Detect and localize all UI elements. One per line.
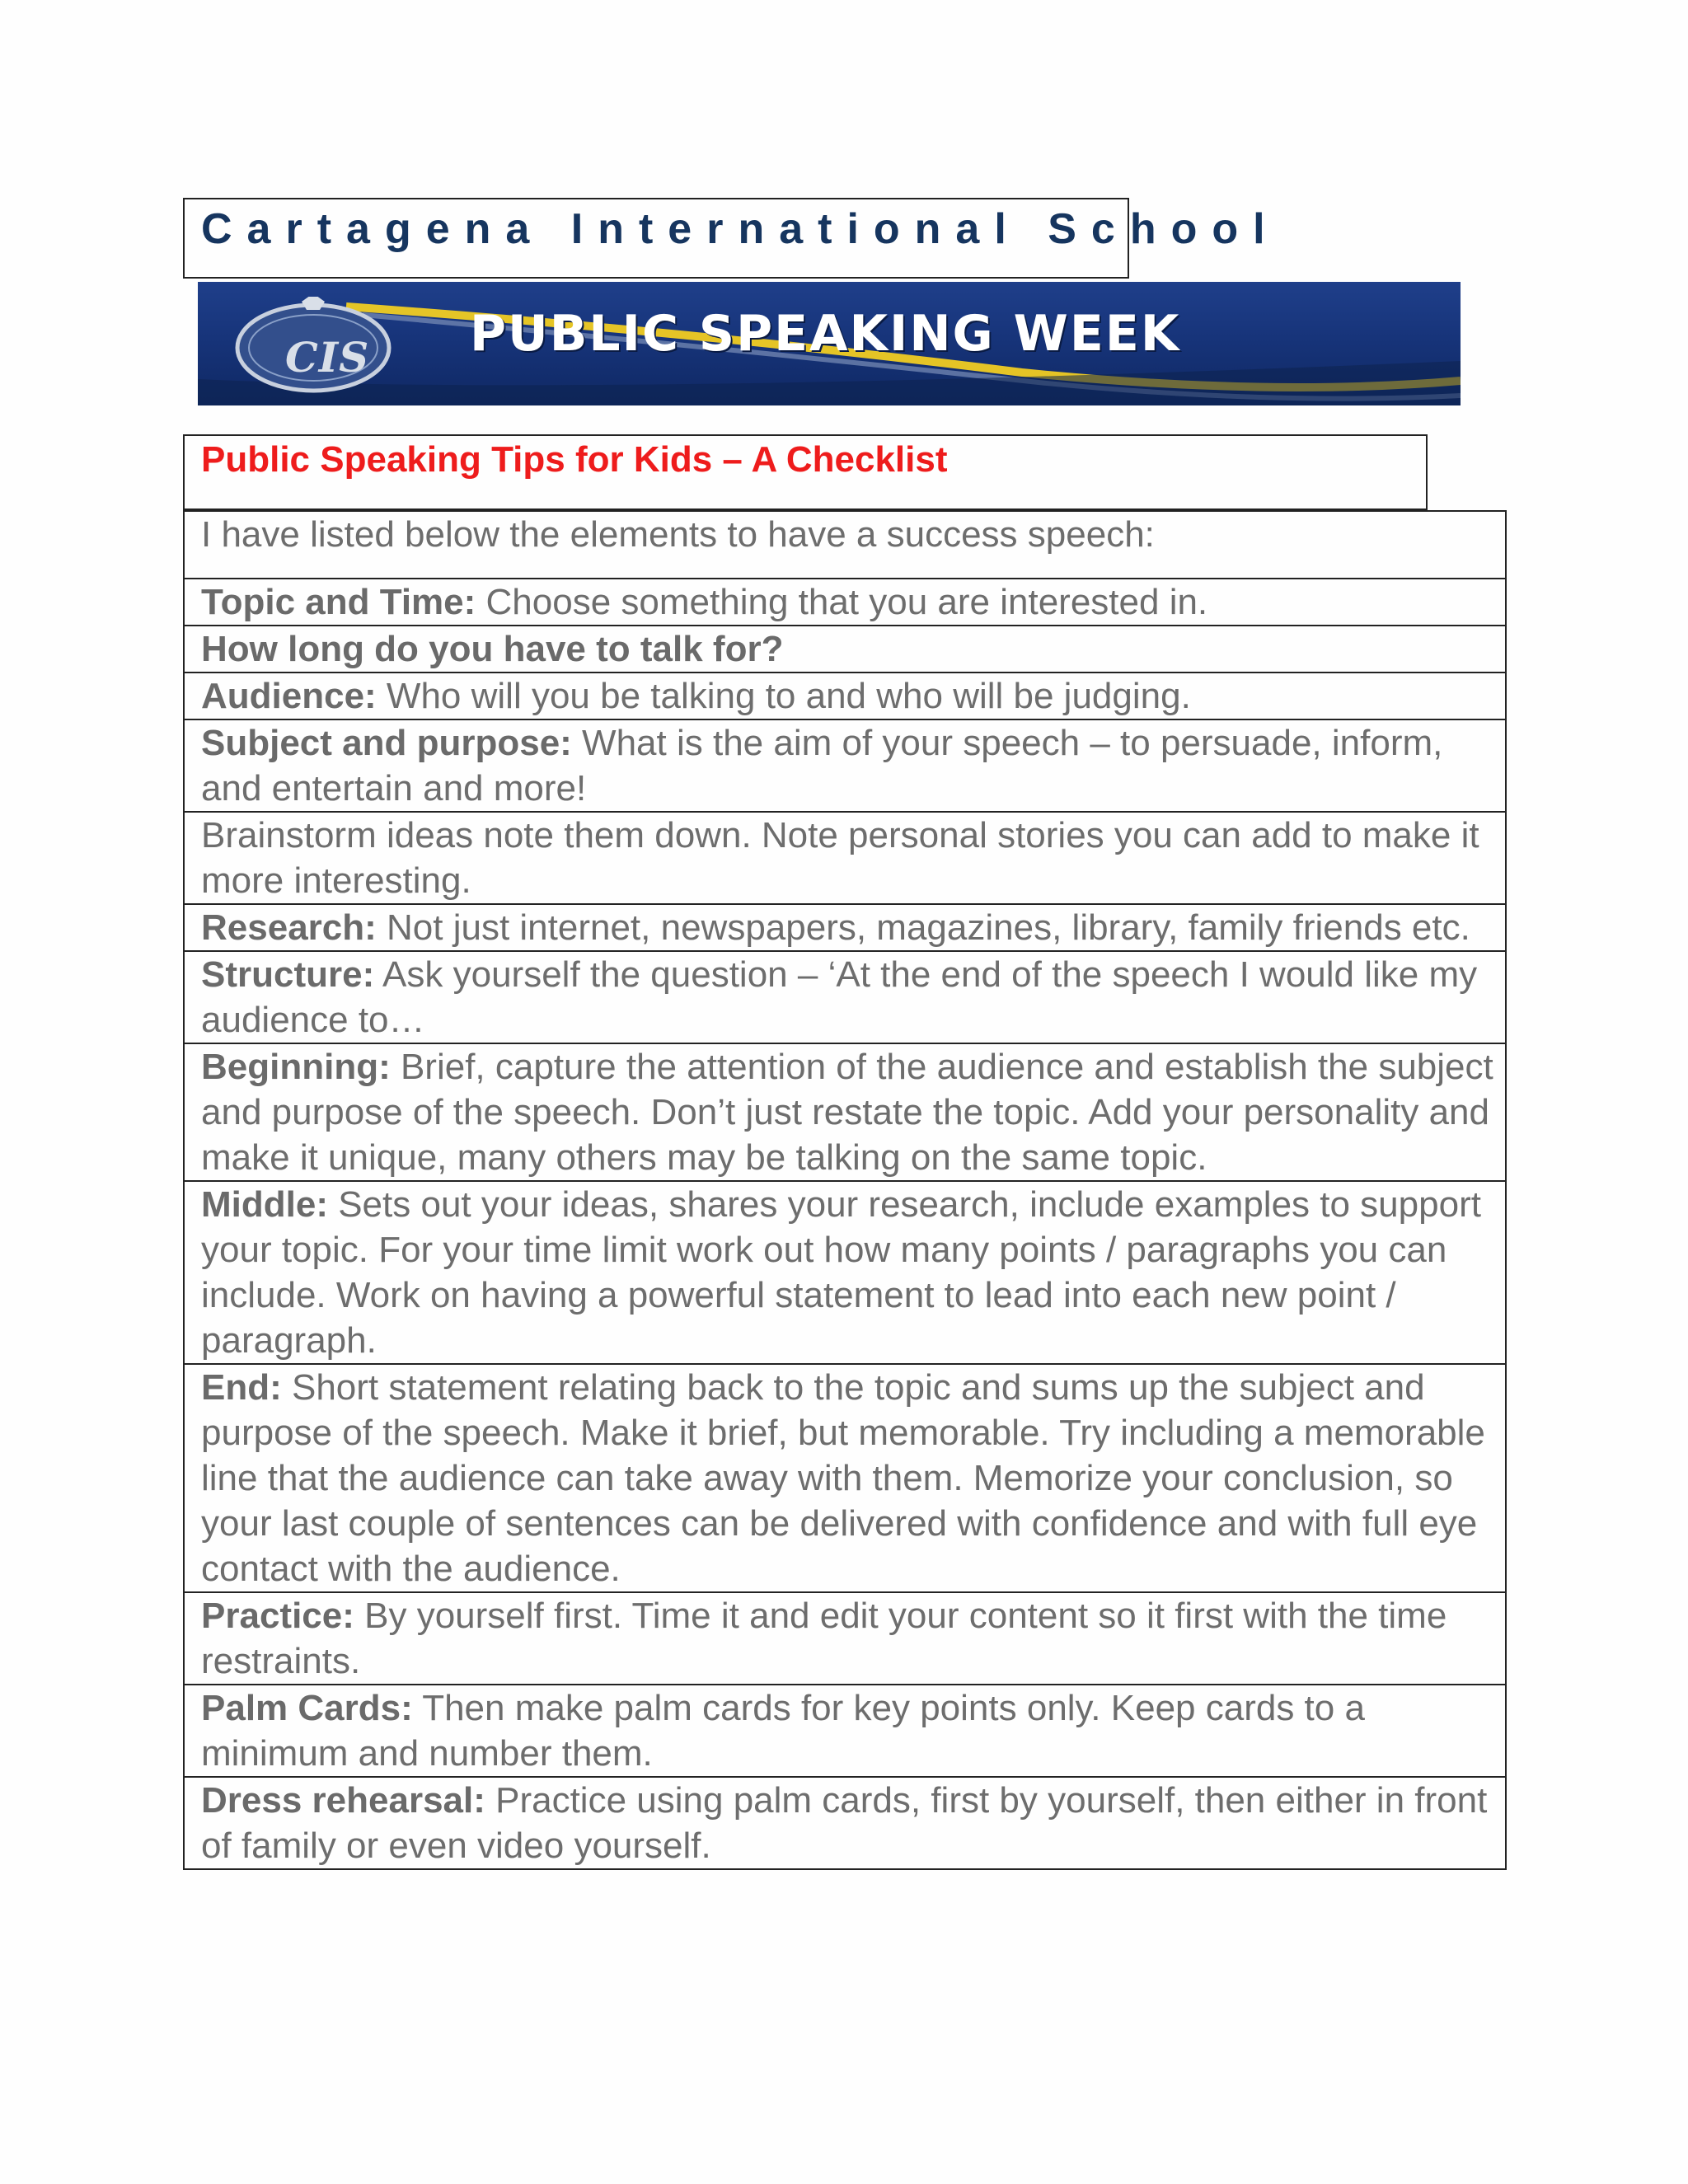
checklist-row <box>184 1685 1506 1777</box>
cis-crest-logo <box>231 297 396 394</box>
checklist-table <box>183 510 1507 1870</box>
checklist-row <box>184 1181 1506 1364</box>
checklist-row <box>184 1592 1506 1685</box>
item-label: Structure: <box>201 954 375 995</box>
checklist-row <box>184 719 1506 812</box>
school-name: Cartagena International School <box>201 205 1280 253</box>
item-label: Palm Cards: <box>201 1688 413 1728</box>
checklist-row <box>184 904 1506 951</box>
item-label: Topic and Time: <box>201 582 476 622</box>
item-text: Practice using palm cards, first by yourself, then either in front of family or even video yourself. <box>201 1780 1488 1866</box>
item-text: Brainstorm ideas note them down. Note personal stories you can add to make it more interesting. <box>201 815 1479 901</box>
checklist-intro-row <box>184 511 1506 579</box>
checklist-row <box>184 673 1506 719</box>
checklist-intro: I have listed below the elements to have a success speech: <box>184 511 1506 579</box>
item-label: Practice: <box>201 1596 354 1636</box>
item-label: How long do you have to talk for? <box>201 629 784 669</box>
checklist-row <box>184 626 1506 673</box>
item-text: Brief, capture the attention of the audience and establish the subject and purpose of the speech. Don’t just restate the topic. Add your personality and make it unique, many others may be talking on the same topic. <box>201 1047 1493 1178</box>
item-text: By yourself first. Time it and edit your content so it first with the time restraints. <box>201 1596 1447 1681</box>
item-label: Middle: <box>201 1184 328 1225</box>
checklist-row <box>184 812 1506 904</box>
item-text: Who will you be talking to and who will be judging. <box>376 676 1191 716</box>
item-label: End: <box>201 1367 282 1408</box>
banner-title: PUBLIC SPEAKING WEEK <box>470 305 1181 363</box>
checklist-heading: Public Speaking Tips for Kids – A Checklist <box>201 439 948 480</box>
checklist-heading-box <box>183 434 1428 510</box>
item-text: Short statement relating back to the topic and sums up the subject and purpose of the speech. Make it brief, but memorable. Try including a memorable line that the audience can take away with them. Memorize your conclusion, so your last couple of sentences can be delivered with confidence and with full eye contact with the audience. <box>201 1367 1485 1589</box>
checklist-row <box>184 579 1506 626</box>
checklist-row <box>184 951 1506 1043</box>
item-label: Audience: <box>201 676 377 716</box>
item-text: Choose something that you are interested in. <box>476 582 1208 622</box>
checklist-row <box>184 1777 1506 1869</box>
checklist-row <box>184 1364 1506 1592</box>
crest-logo-text: CIS <box>285 333 370 382</box>
item-text: Then make palm cards for key points only. Keep cards to a minimum and number them. <box>201 1688 1365 1774</box>
item-text: Not just internet, newspapers, magazines, library, family friends etc. <box>376 907 1470 948</box>
item-label: Research: <box>201 907 377 948</box>
item-label: Beginning: <box>201 1047 391 1087</box>
item-text: Sets out your ideas, shares your research, include examples to support your topic. For your time limit work out how many points / paragraphs you can include. Work on having a powerful statement to lead into each new point / paragraph. <box>201 1184 1481 1361</box>
item-text: What is the aim of your speech – to persuade, inform, and entertain and more! <box>201 723 1443 808</box>
checklist-row <box>184 1043 1506 1181</box>
item-label: Subject and purpose: <box>201 723 572 763</box>
school-name-box <box>183 198 1280 279</box>
public-speaking-week-banner <box>198 282 1461 405</box>
item-text: Ask yourself the question – ‘At the end of the speech I would like my audience to… <box>201 954 1478 1040</box>
item-label: Dress rehearsal: <box>201 1780 485 1821</box>
